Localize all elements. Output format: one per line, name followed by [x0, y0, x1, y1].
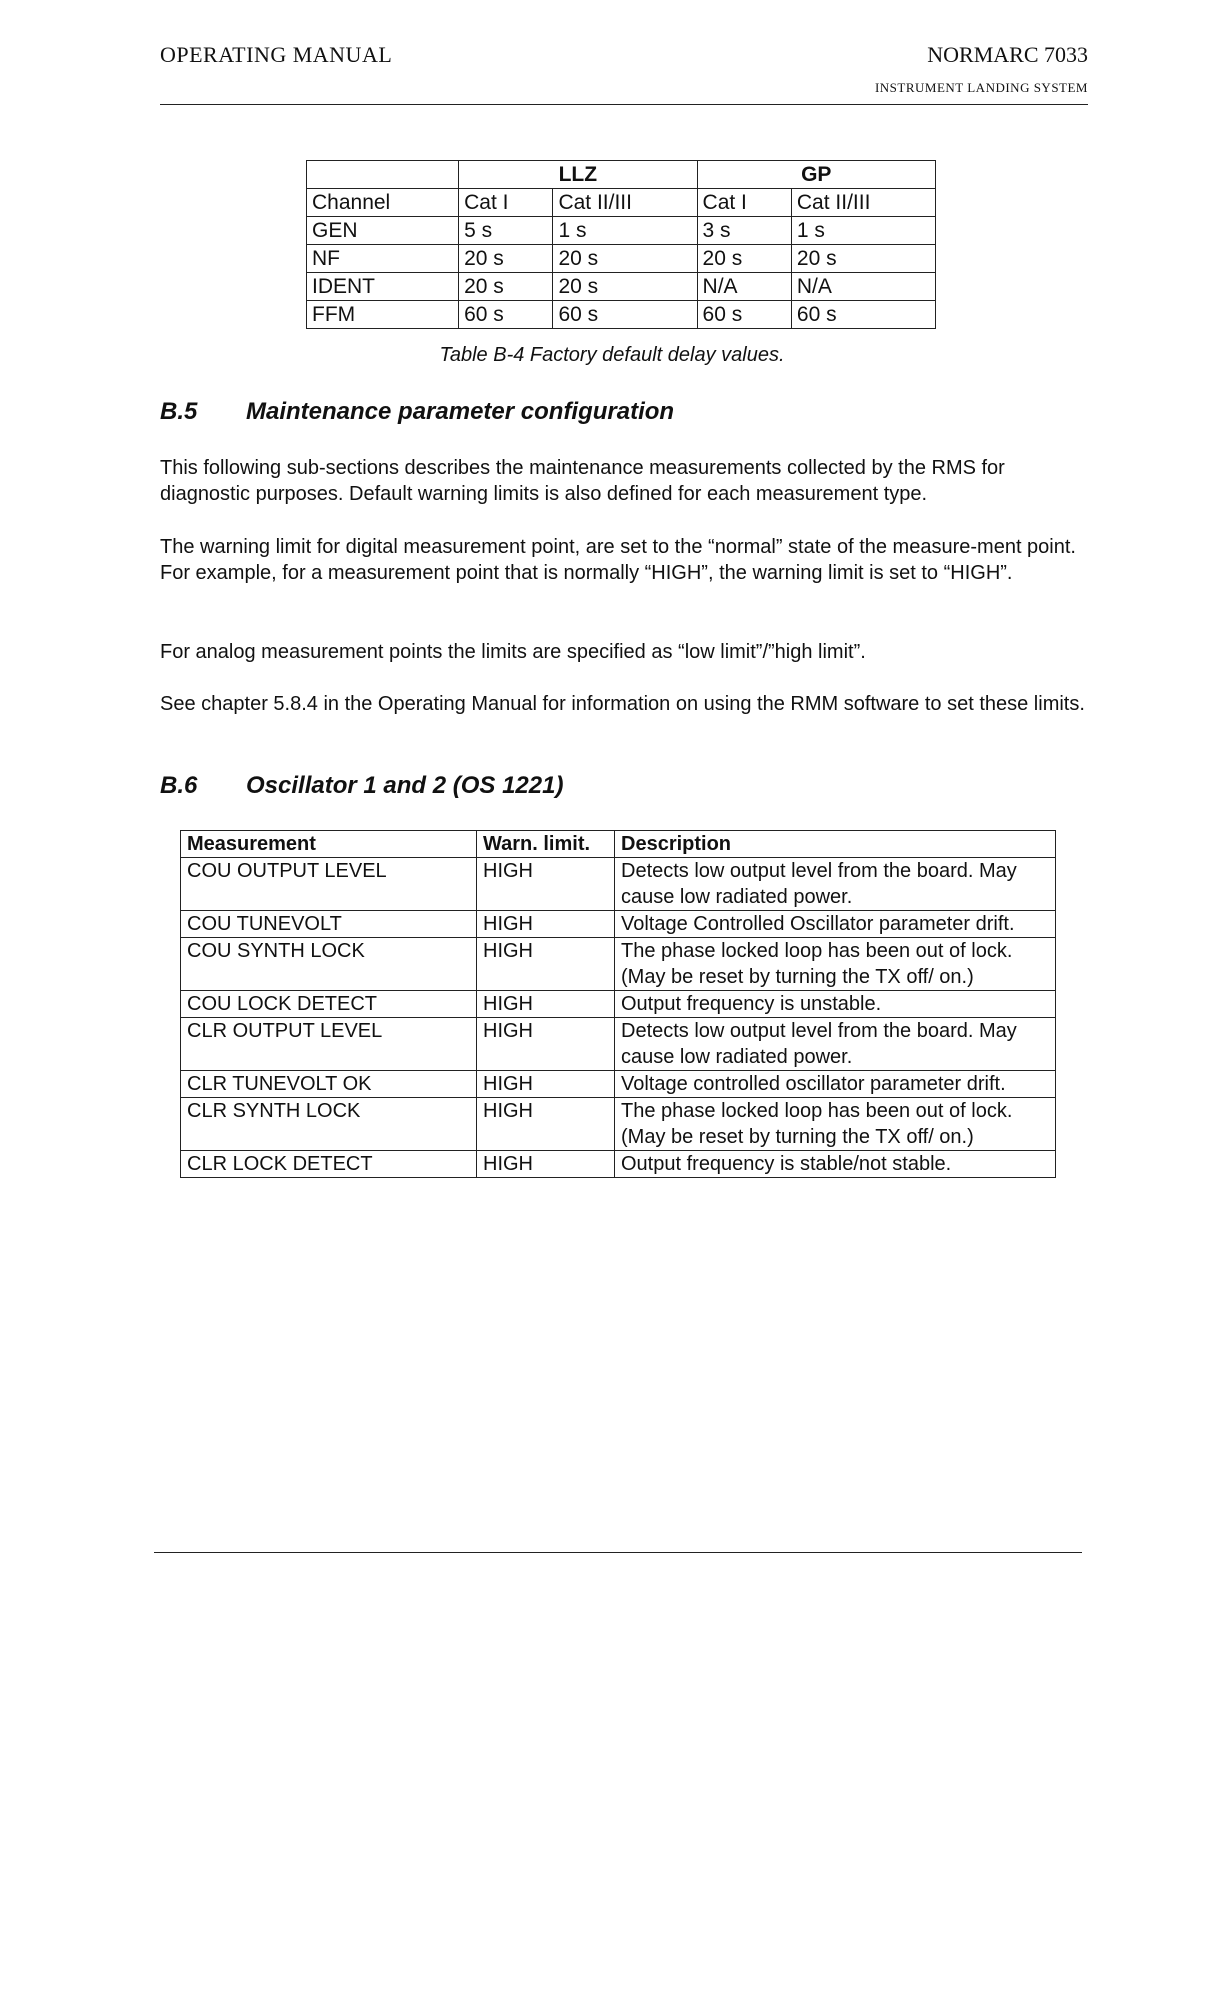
measurement-cell: COU SYNTH LOCK: [181, 938, 477, 991]
description-cell: Voltage controlled oscillator parameter drift.: [615, 1071, 1056, 1098]
table-header-row: [181, 831, 1056, 858]
measurement-cell: CLR OUTPUT LEVEL: [181, 1018, 477, 1071]
column-header: Measurement: [181, 831, 477, 858]
table-row: [307, 301, 936, 329]
paragraph: See chapter 5.8.4 in the Operating Manual for information on using the RMM software to set these limits.: [160, 693, 1085, 715]
table-row: [181, 1071, 1056, 1098]
table-row: [181, 938, 1056, 991]
paragraph: For analog measurement points the limits are specified as “low limit”/”high limit”.: [160, 641, 866, 663]
column-header: Cat I: [697, 189, 791, 217]
table-cell: NF: [307, 245, 459, 273]
description-cell: Detects low output level from the board. May cause low radiated power.: [615, 1018, 1056, 1071]
section-title: Maintenance parameter configuration: [246, 398, 675, 425]
table-row: [181, 991, 1056, 1018]
column-header: Warn. limit.: [477, 831, 615, 858]
measurement-cell: CLR SYNTH LOCK: [181, 1098, 477, 1151]
column-header: Channel: [307, 189, 459, 217]
table-cell: 20 s: [553, 245, 697, 273]
description-cell: The phase locked loop has been out of lock. (May be reset by turning the TX off/ on.): [615, 1098, 1056, 1151]
table-corner-cell: [307, 161, 459, 189]
section-title: Oscillator 1 and 2 (OS 1221): [246, 772, 564, 799]
table-row: [181, 1098, 1056, 1151]
delay-values-table: [306, 160, 936, 329]
warn-limit-cell: HIGH: [477, 858, 615, 911]
warn-limit-cell: HIGH: [477, 1151, 615, 1178]
table-cell: 60 s: [791, 301, 935, 329]
measurement-cell: CLR TUNEVOLT OK: [181, 1071, 477, 1098]
group-header-gp: GP: [697, 161, 935, 189]
measurement-cell: COU LOCK DETECT: [181, 991, 477, 1018]
table-cell: 3 s: [697, 217, 791, 245]
description-cell: Detects low output level from the board. May cause low radiated power.: [615, 858, 1056, 911]
header-product-subtitle: INSTRUMENT LANDING SYSTEM: [874, 80, 1088, 95]
table-cell: 60 s: [697, 301, 791, 329]
table-row: [307, 217, 936, 245]
section-number: B.6: [160, 772, 198, 799]
measurement-cell: COU OUTPUT LEVEL: [181, 858, 477, 911]
description-cell: Output frequency is unstable.: [615, 991, 1056, 1018]
table-group-row: [307, 161, 936, 189]
table-cell: 20 s: [459, 273, 553, 301]
measurement-cell: COU TUNEVOLT: [181, 911, 477, 938]
warn-limit-cell: HIGH: [477, 991, 615, 1018]
table-row: [181, 1151, 1056, 1178]
paragraph: The warning limit for digital measurement point, are set to the “normal” state of the measure-ment point. For example, for a measurement point that is normally “HIGH”, the warning limit is set to “HIGH”.: [160, 536, 1076, 584]
warn-limit-cell: HIGH: [477, 938, 615, 991]
table-caption: Table B-4 Factory default delay values.: [439, 344, 785, 366]
measurement-cell: CLR LOCK DETECT: [181, 1151, 477, 1178]
header-manual-title: OPERATING MANUAL: [160, 42, 393, 67]
description-cell: The phase locked loop has been out of lock. (May be reset by turning the TX off/ on.): [615, 938, 1056, 991]
paragraph: This following sub-sections describes the maintenance measurements collected by the RMS for diagnostic purposes. Default warning limits is also defined for each measurement type.: [160, 457, 1005, 505]
warn-limit-cell: HIGH: [477, 1018, 615, 1071]
table-cell: 1 s: [553, 217, 697, 245]
table-cell: IDENT: [307, 273, 459, 301]
oscillator-measurements-table: [180, 830, 1056, 1178]
group-header-llz: LLZ: [459, 161, 697, 189]
warn-limit-cell: HIGH: [477, 911, 615, 938]
table-cell: GEN: [307, 217, 459, 245]
table-cell: 20 s: [553, 273, 697, 301]
warn-limit-cell: HIGH: [477, 1071, 615, 1098]
table-cell: 20 s: [459, 245, 553, 273]
description-cell: Voltage Controlled Oscillator parameter drift.: [615, 911, 1056, 938]
table-cell: 60 s: [553, 301, 697, 329]
column-header: Cat II/III: [553, 189, 697, 217]
column-header: Cat II/III: [791, 189, 935, 217]
table-row: [307, 273, 936, 301]
table-cell: FFM: [307, 301, 459, 329]
table-header-row: [307, 189, 936, 217]
table-row: [181, 911, 1056, 938]
description-cell: Output frequency is stable/not stable.: [615, 1151, 1056, 1178]
table-cell: 20 s: [697, 245, 791, 273]
section-heading-b5: [160, 398, 674, 426]
table-cell: 20 s: [791, 245, 935, 273]
warn-limit-cell: HIGH: [477, 1098, 615, 1151]
header-product-name: NORMARC 7033: [927, 42, 1088, 67]
table-cell: 5 s: [459, 217, 553, 245]
table-cell: 60 s: [459, 301, 553, 329]
column-header: Description: [615, 831, 1056, 858]
column-header: Cat I: [459, 189, 553, 217]
table-cell: N/A: [697, 273, 791, 301]
table-cell: N/A: [791, 273, 935, 301]
section-heading-b6: [160, 772, 563, 800]
table-cell: 1 s: [791, 217, 935, 245]
footer-divider: [154, 1552, 1082, 1553]
table-row: [307, 245, 936, 273]
section-number: B.5: [160, 398, 198, 425]
table-row: [181, 858, 1056, 911]
header-divider: [160, 104, 1088, 105]
table-row: [181, 1018, 1056, 1071]
